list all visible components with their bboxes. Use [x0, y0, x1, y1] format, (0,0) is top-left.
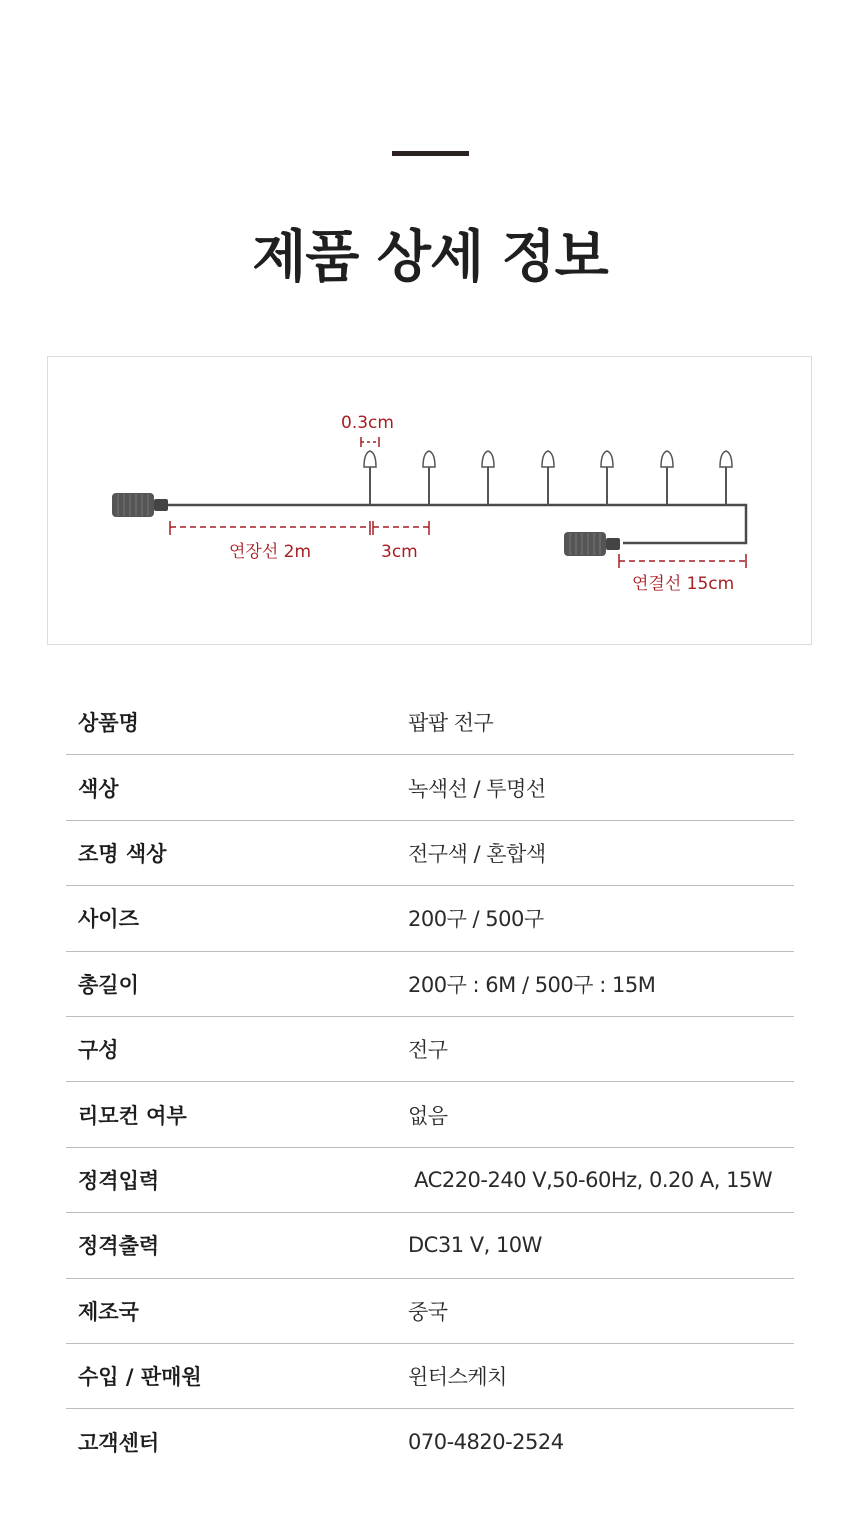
- spec-row: [66, 952, 794, 1017]
- spec-value: DC31 V, 10W: [408, 1233, 542, 1258]
- spec-label: 고객센터: [78, 1430, 160, 1455]
- spec-row: [66, 1213, 794, 1278]
- extension-dimension: [170, 521, 370, 535]
- spec-value: 전구: [408, 1038, 448, 1063]
- product-diagram: [47, 356, 812, 645]
- bulb-icon: [423, 451, 435, 505]
- interval-dimension: [373, 521, 429, 535]
- spec-row: [66, 1017, 794, 1082]
- title-accent-bar: [392, 151, 469, 156]
- spec-row: [66, 886, 794, 951]
- spec-table: [66, 690, 794, 1475]
- spec-row: [66, 1082, 794, 1147]
- spec-label: 정격출력: [78, 1234, 160, 1259]
- spec-value: 팝팝 전구: [408, 711, 494, 736]
- spec-label: 조명 색상: [78, 841, 167, 866]
- spec-label: 사이즈: [78, 907, 139, 932]
- interval-label: 3cm: [381, 542, 418, 562]
- spec-value: AC220-240 V,50-60Hz, 0.20 A, 15W: [408, 1167, 773, 1192]
- spec-label: 색상: [78, 776, 119, 801]
- bulb-icon: [720, 451, 732, 505]
- spec-value: 녹색선 / 투명선: [408, 776, 546, 801]
- spec-label: 총길이: [78, 972, 139, 997]
- spec-row: [66, 1279, 794, 1344]
- bulb-icon: [482, 451, 494, 505]
- main-wire: [168, 505, 746, 543]
- bulb-icon: [364, 451, 376, 505]
- bulb-size-dimension: [361, 437, 379, 447]
- spec-value: 070-4820-2524: [408, 1429, 564, 1454]
- bulb-icon: [601, 451, 613, 505]
- spec-row: [66, 1409, 794, 1474]
- spec-value: 전구색 / 혼합색: [408, 841, 546, 866]
- spec-label: 상품명: [78, 711, 139, 736]
- left-plug-icon: [112, 493, 168, 517]
- spec-row: [66, 1148, 794, 1213]
- spec-value: 없음: [408, 1103, 448, 1128]
- right-plug-icon: [564, 532, 620, 556]
- page-title: 제품 상세 정보: [252, 225, 608, 290]
- extension-label: 연장선 2m: [229, 542, 312, 562]
- spec-row: [66, 690, 794, 755]
- spec-row: [66, 755, 794, 820]
- spec-label: 정격입력: [78, 1168, 160, 1193]
- spec-value: 200구 / 500구: [408, 907, 544, 932]
- connector-dimension: [619, 554, 746, 568]
- bulb-size-label: 0.3cm: [341, 413, 394, 433]
- spec-label: 구성: [78, 1038, 119, 1063]
- spec-label: 수입 / 판매원: [78, 1365, 202, 1390]
- spec-row: [66, 821, 794, 886]
- spec-label: 제조국: [78, 1299, 139, 1324]
- bulb-icon: [661, 451, 673, 505]
- spec-value: 윈터스케치: [408, 1365, 507, 1390]
- spec-value: 중국: [408, 1299, 448, 1324]
- string-light-diagram-svg: [48, 357, 813, 646]
- spec-row: [66, 1344, 794, 1409]
- bulb-icon: [542, 451, 554, 505]
- bulb-group: [364, 451, 732, 505]
- connector-label: 연결선 15cm: [632, 574, 735, 594]
- spec-label: 리모컨 여부: [78, 1103, 187, 1128]
- spec-value: 200구 : 6M / 500구 : 15M: [408, 972, 656, 997]
